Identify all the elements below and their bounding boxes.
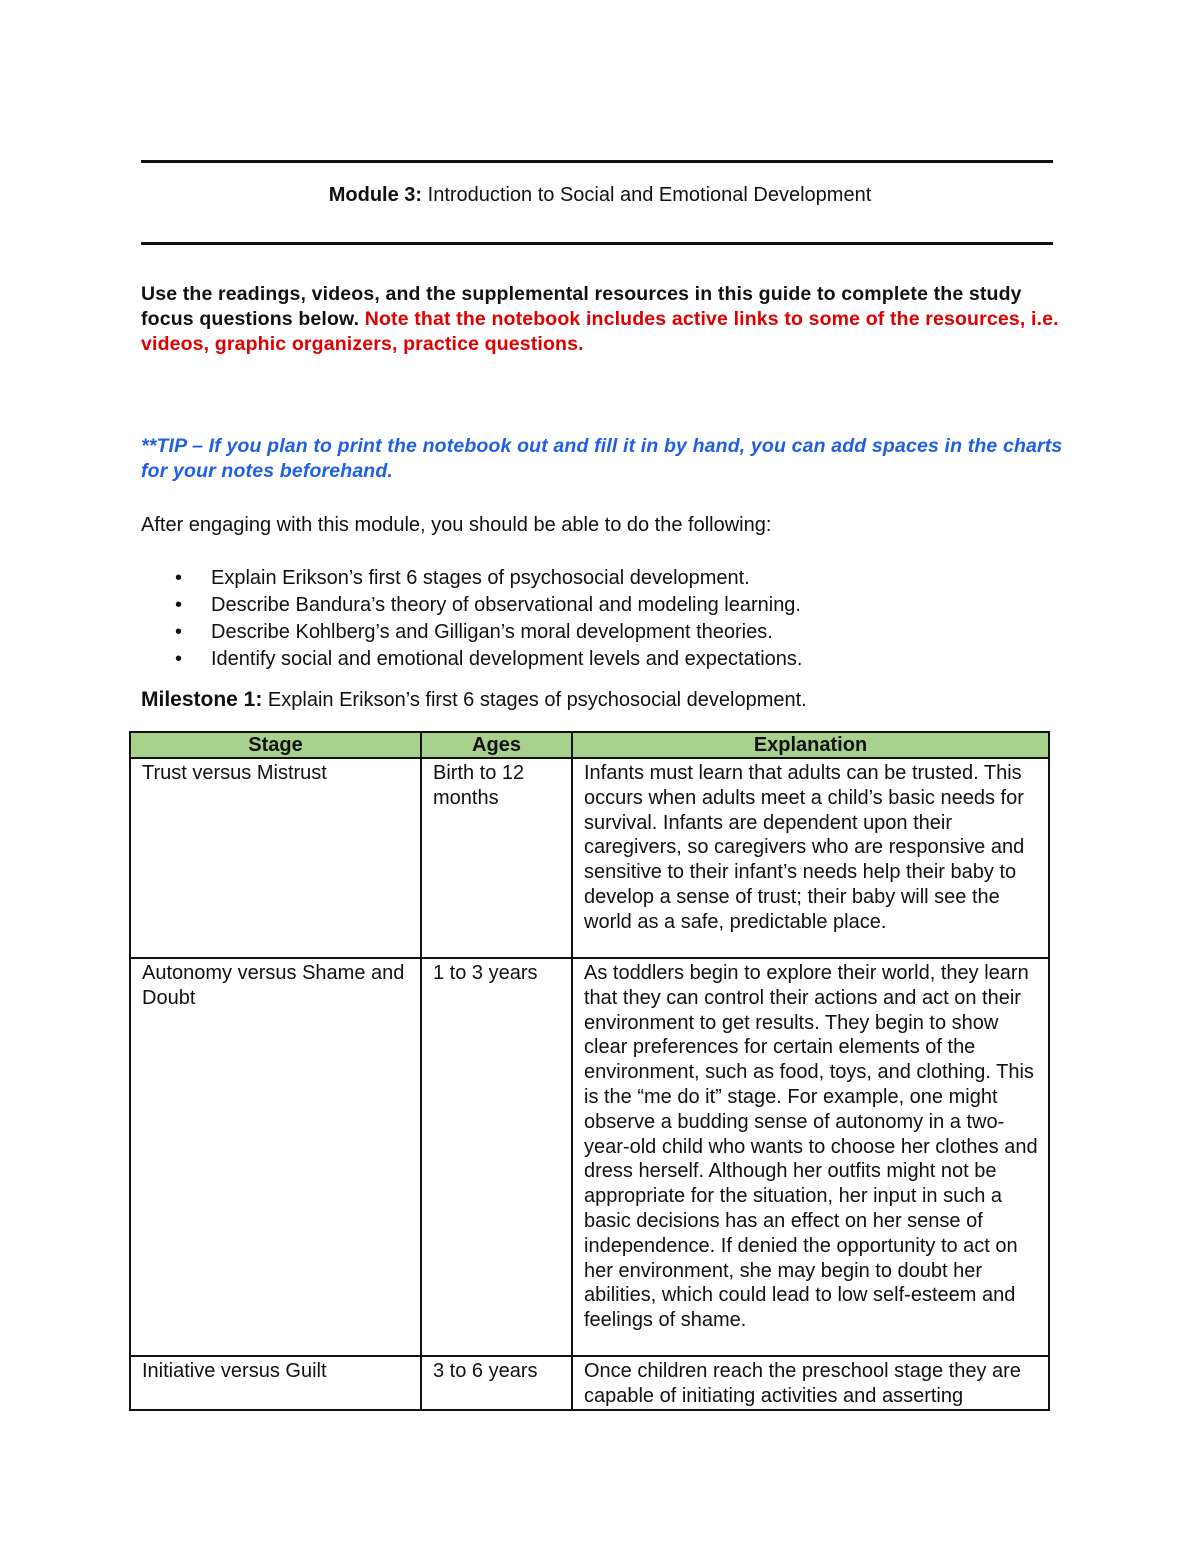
top-horizontal-rule <box>141 160 1053 163</box>
objective-text: Describe Bandura’s theory of observational and modeling learning. <box>211 594 801 616</box>
erikson-stages-table <box>129 731 1050 1411</box>
explanation-cell: Once children reach the preschool stage they are capable of initiating activities and asserting <box>572 1356 1049 1410</box>
column-header-explanation: Explanation <box>572 732 1049 758</box>
objectives-intro: After engaging with this module, you should be able to do the following: <box>141 514 772 536</box>
ages-cell: 1 to 3 years <box>421 958 572 1356</box>
table-row <box>130 958 1049 1356</box>
ages-cell: 3 to 6 years <box>421 1356 572 1410</box>
explanation-cell: As toddlers begin to explore their world, they learn that they can control their actions and act on their environment to get results. They begin to show clear preferences for certain elements of the environment, such as food, toys, and clothing. This is the “me do it” stage. For example, one might observe a budding sense of autonomy in a two-year-old child who wants to choose her clothes and dress herself. Although her outfits might not be appropriate for the situation, her input in such a basic decisions has an effect on her sense of independence. If denied the opportunity to act on her environment, she may begin to doubt her abilities, which could lead to low self-esteem and feelings of shame. <box>572 958 1049 1356</box>
objective-text: Explain Erikson’s first 6 stages of psychosocial development. <box>211 567 750 589</box>
ages-cell: Birth to 12 months <box>421 758 572 958</box>
column-header-stage: Stage <box>130 732 421 758</box>
bullet-icon: • <box>175 648 183 670</box>
objective-text: Describe Kohlberg’s and Gilligan’s moral development theories. <box>211 621 773 643</box>
stage-cell: Trust versus Mistrust <box>130 758 421 958</box>
objectives-list <box>141 565 802 673</box>
instructions-main: Use the readings, videos, and the supplemental resources in this guide to complete the study focus questions below. <box>141 283 1022 330</box>
table-row <box>130 758 1049 958</box>
explanation-cell: Infants must learn that adults can be trusted. This occurs when adults meet a child’s basic needs for survival. Infants are dependent upon their caregivers, so caregivers who are responsive and sensitive to their infant’s needs help their baby to develop a sense of trust; their baby will see the world as a safe, predictable place. <box>572 758 1049 958</box>
module-label: Module 3: <box>328 184 423 206</box>
stage-cell: Initiative versus Guilt <box>130 1356 421 1410</box>
objective-item <box>141 646 802 673</box>
bullet-icon: • <box>175 621 183 643</box>
milestone-text: Explain Erikson’s first 6 stages of psychosocial development. <box>267 689 807 711</box>
milestone-label: Milestone 1: <box>141 688 263 711</box>
module-title: Introduction to Social and Emotional Development <box>427 184 872 206</box>
milestone-heading <box>141 688 807 712</box>
objective-text: Identify social and emotional development levels and expectations. <box>211 648 803 670</box>
module-heading <box>0 184 1200 207</box>
bottom-horizontal-rule <box>141 242 1053 245</box>
table-row <box>130 1356 1049 1410</box>
objective-item <box>141 619 802 646</box>
instructions-note: Note that the notebook includes active links to some of the resources, i.e. videos, graphic organizers, practice questions. <box>141 308 1059 355</box>
objective-item <box>141 592 802 619</box>
table-header-row <box>130 732 1049 758</box>
tip-paragraph: **TIP – If you plan to print the notebook out and fill it in by hand, you can add spaces in the charts for your notes beforehand. <box>141 435 1063 482</box>
instructions-paragraph <box>141 282 1076 357</box>
objective-item <box>141 565 802 592</box>
column-header-ages: Ages <box>421 732 572 758</box>
bullet-icon: • <box>175 594 183 616</box>
bullet-icon: • <box>175 567 183 589</box>
stage-cell: Autonomy versus Shame and Doubt <box>130 958 421 1356</box>
